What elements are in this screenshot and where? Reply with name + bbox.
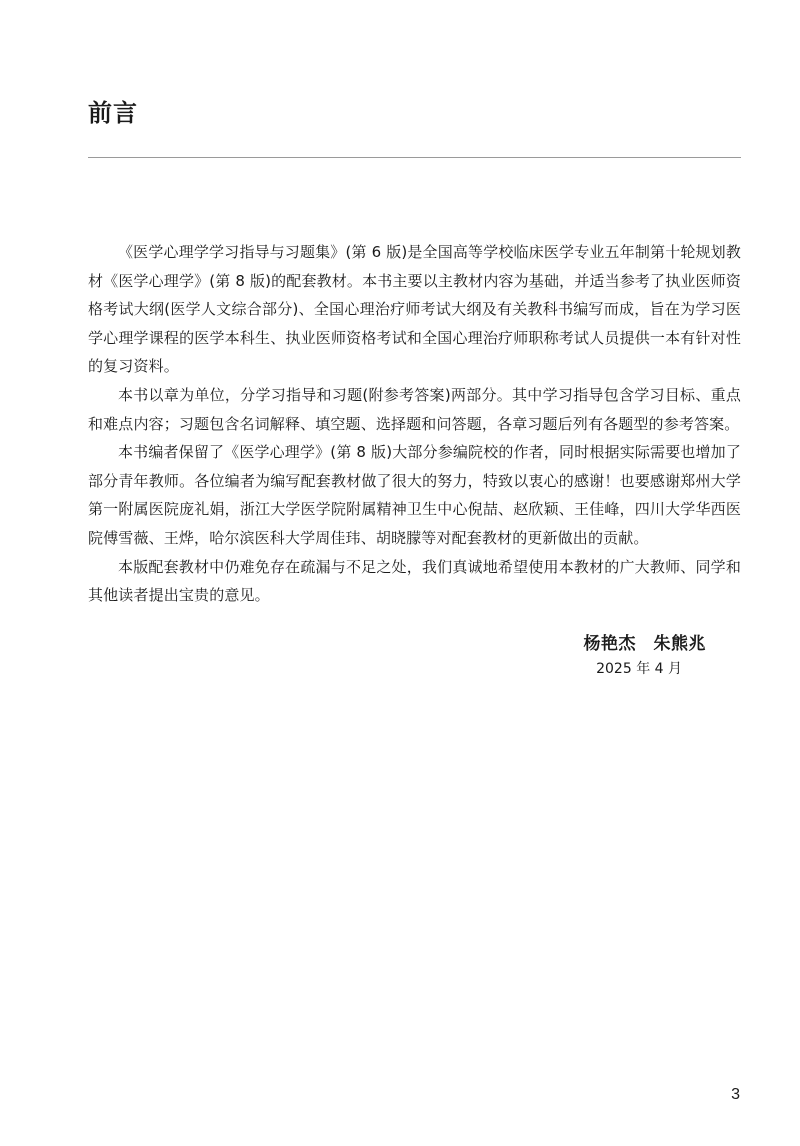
- paragraph-acknowledgements: 本书编者保留了《医学心理学》(第 8 版)大部分参编院校的作者，同时根据实际需要也增加了部分青年教师。各位编者为编写配套教材做了很大的努力，特致以衷心的感谢！也要感谢郑州大学第一附属医院庞礼娟，浙江大学医学院附属精神卫生中心倪喆、赵欣颖、王佳峰，四川大学华西医院傅雪薇、王烨，哈尔滨医科大学周佳玮、胡晓朦等对配套教材的更新做出的贡献。: [88, 443, 741, 547]
- paragraph-structure: 本书以章为单位，分学习指导和习题(附参考答案)两部分。其中学习指导包含学习目标、重点和难点内容；习题包含名词解释、填空题、选择题和问答题，各章习题后列有各题型的参考答案。: [88, 385, 741, 433]
- preface-body: [88, 238, 741, 610]
- paragraph-feedback: 本版配套教材中仍难免存在疏漏与不足之处，我们真诚地希望使用本教材的广大教师、同学和其他读者提出宝贵的意见。: [88, 557, 741, 605]
- title-divider: [88, 157, 741, 158]
- signature-date: 2025 年 4 月: [596, 661, 682, 677]
- paragraph-intro: 《医学心理学学习指导与习题集》(第 6 版)是全国高等学校临床医学专业五年制第十轮规划教材《医学心理学》(第 8 版)的配套教材。本书主要以主教材内容为基础，并适当参考了执业医师资格考试大纲(医学人文综合部分)、全国心理治疗师考试大纲及有关教科书编写而成，旨在为学习医学心理学课程的医学本科生、执业医师资格考试和全国心理治疗师职称考试人员提供一本有针对性的复习资料。: [88, 243, 741, 376]
- signature-authors: 杨艳杰 朱熊兆: [583, 634, 706, 654]
- signature-block: [584, 630, 707, 680]
- page-title: 前言: [88, 99, 138, 127]
- page-number: 3: [731, 1086, 740, 1103]
